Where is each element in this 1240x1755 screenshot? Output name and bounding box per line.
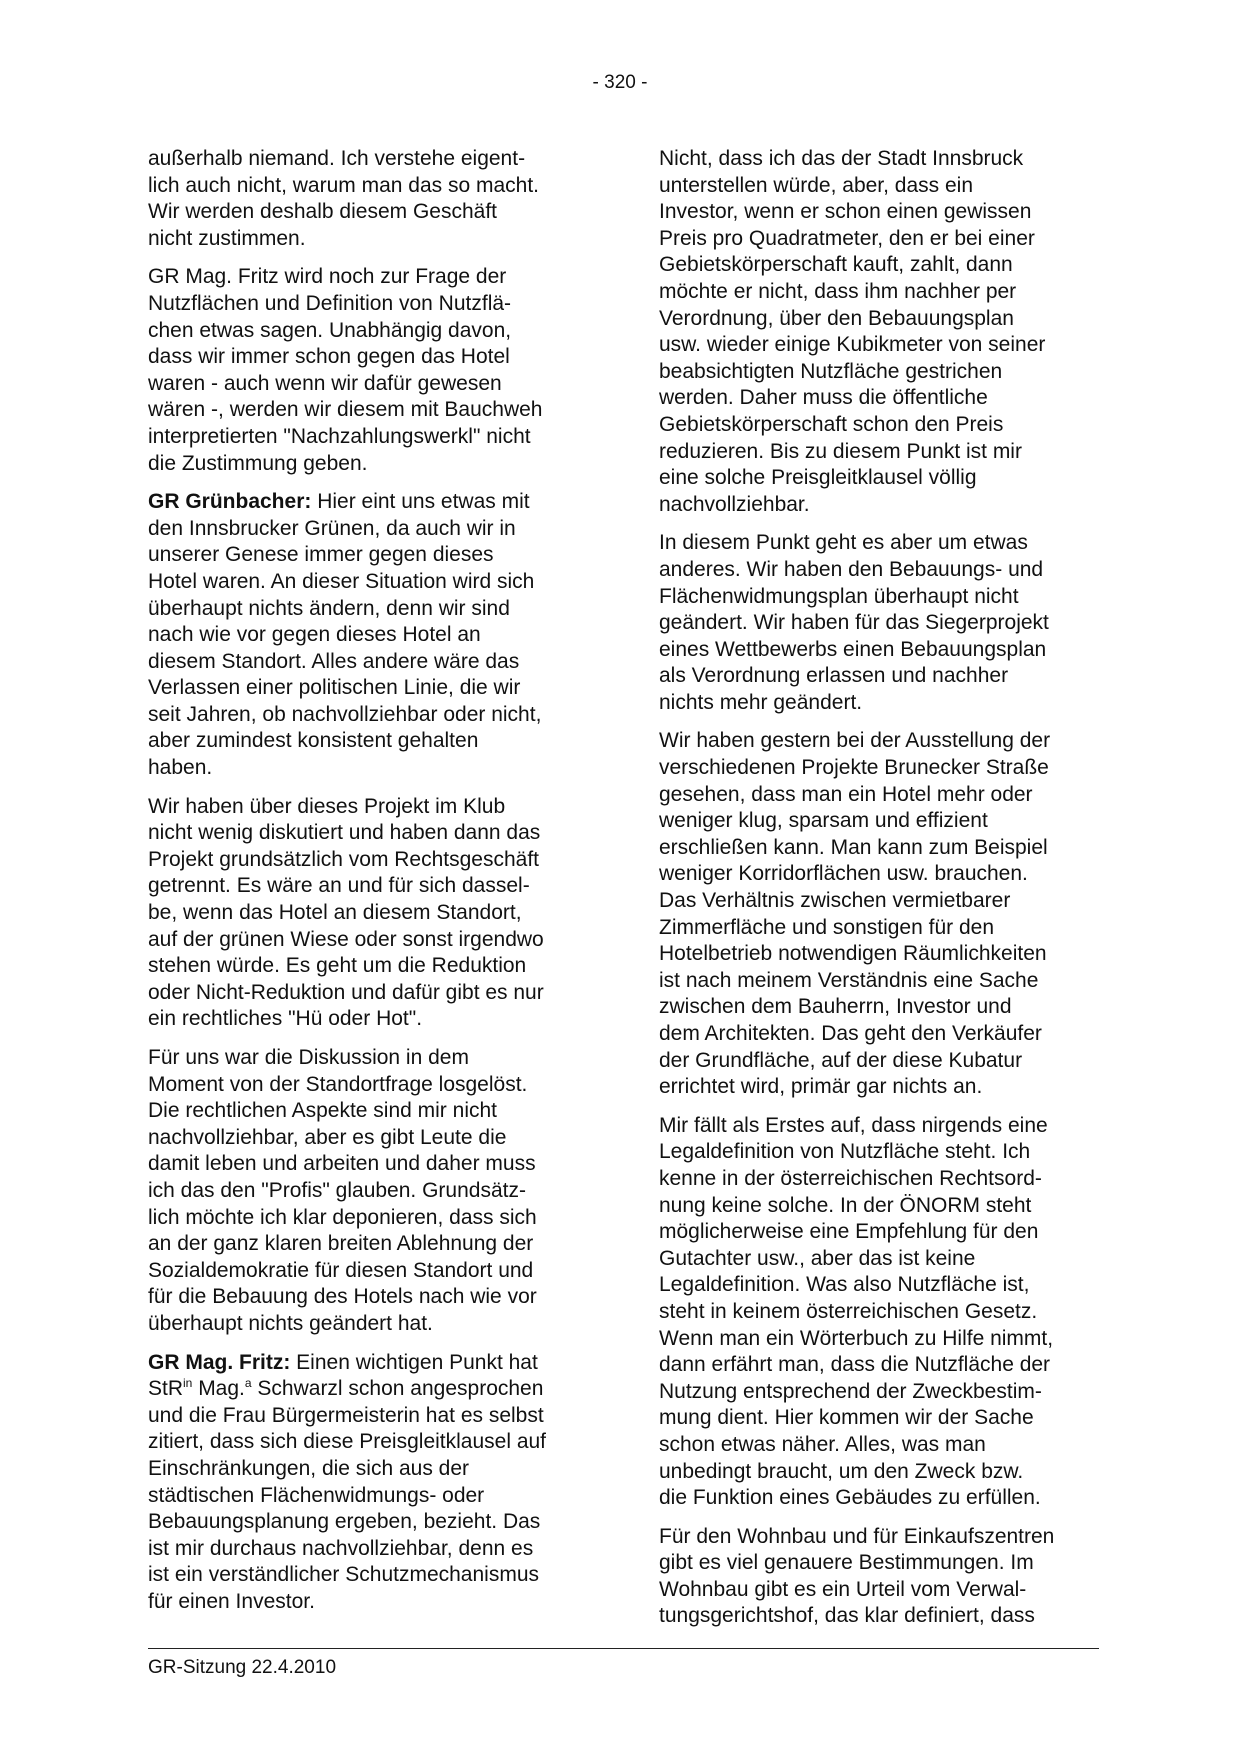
paragraph-second-line [148,1376,588,1403]
text-line: zitiert, dass sich diese Preisgleitklausel auf [148,1430,547,1454]
paragraph-lines [148,516,588,782]
text-line: Wohnbau gibt es ein Urteil vom Verwal- [659,1577,1027,1601]
paragraph-lines [148,1403,588,1616]
text-line: Zimmerfläche und sonstigen für den [659,915,995,939]
text-line: möglicherweise eine Empfehlung für den [659,1220,1039,1244]
text-line: chen etwas sagen. Unabhängig davon, [148,318,512,342]
text-line: städtischen Flächenwidmungs- oder [148,1483,485,1507]
paragraph-gr-mag-fritz [148,1350,588,1616]
text-line: möchte er nicht, dass ihm nachher per [659,279,1017,303]
paragraph-gr-gruenbacher [148,489,588,782]
text-line: In diesem Punkt geht es aber um etwas [659,531,1028,555]
paragraph [148,1045,588,1338]
text-line: Einschränkungen, die sich aus der [148,1456,470,1480]
text-line: Hotelbetrieb notwendigen Räumlichkeiten [659,942,1047,966]
footer-text: GR-Sitzung 22.4.2010 [148,1657,337,1678]
paragraph [659,1113,1099,1512]
text-line: seit Jahren, ob nachvollziehbar oder nicht, [148,702,542,726]
text-line: Investor, wenn er schon einen gewissen [659,200,1032,224]
text-line: diesem Standort. Alles andere wäre das [148,649,520,673]
text-line: nicht wenig diskutiert und haben dann das [148,821,541,845]
text-line: getrennt. Es wäre an und für sich dassel- [148,874,530,898]
text-line: werden. Daher muss die öffentliche [659,386,988,410]
text-line: und die Frau Bürgermeisterin hat es selbst [148,1403,544,1427]
paragraph [659,1524,1099,1630]
text-line: eines Wettbewerbs einen Bebauungsplan [659,637,1047,661]
text-line: GR Mag. Fritz wird noch zur Frage der [148,265,507,289]
speaker-name: GR Grünbacher: [148,490,312,514]
text-line: ein rechtliches "Hü oder Hot". [148,1007,423,1031]
text-line: den Innsbrucker Grünen, da auch wir in [148,516,516,540]
paragraph [148,146,588,252]
text-line: nachvollziehbar. [659,492,810,516]
text-line: der Grundfläche, auf der diese Kubatur [659,1048,1023,1072]
footer-divider [148,1648,1099,1649]
text-line: Wir haben über dieses Projekt im Klub [148,794,506,818]
text-line: oder Nicht-Reduktion und dafür gibt es nur [148,980,544,1004]
text-line: ist ein verständlicher Schutzmechanismus [148,1563,540,1587]
text-line: zwischen dem Bauherrn, Investor und [659,995,1012,1019]
text-line: mung dient. Hier kommen wir der Sache [659,1406,1034,1430]
text-line: Sozialdemokratie für diesen Standort und [148,1258,534,1282]
text-line: be, wenn das Hotel an diesem Standort, [148,901,522,925]
right-column [659,146,1099,1642]
text-line: Wir haben gestern bei der Ausstellung der [659,729,1051,753]
text-line: Flächenwidmungsplan überhaupt nicht [659,584,1019,608]
text-line: unbedingt braucht, um den Zweck bzw. [659,1459,1024,1483]
text-line: Gebietskörperschaft kauft, zahlt, dann [659,253,1013,277]
text-line: Für den Wohnbau und für Einkaufszentren [659,1524,1055,1548]
text-line: tungsgerichtshof, das klar definiert, dass [659,1604,1035,1628]
text-line: Mir fällt als Erstes auf, dass nirgends eine [659,1113,1048,1137]
text-run: Hier eint uns etwas mit [311,490,530,514]
text-line: stehen würde. Es geht um die Reduktion [148,954,527,978]
paragraph [148,264,588,477]
text-line: nach wie vor gegen dieses Hotel an [148,623,481,647]
paragraph-first-line [148,489,588,516]
text-run: Einen wichtigen Punkt hat [290,1350,538,1374]
text-line: Preis pro Quadratmeter, den er bei einer [659,226,1035,250]
text-line: haben. [148,756,213,780]
text-line: für einen Investor. [148,1589,315,1613]
text-run: StR [148,1377,184,1401]
text-run: Mag. [192,1377,245,1401]
text-line: Nutzflächen und Definition von Nutzflä- [148,291,512,315]
text-line: Legaldefinition. Was also Nutzfläche ist, [659,1273,1030,1297]
text-line: geändert. Wir haben für das Siegerprojekt [659,611,1049,635]
text-line: Für uns war die Diskussion in dem [148,1046,469,1069]
text-line: Nicht, dass ich das der Stadt Innsbruck [659,147,1024,170]
paragraph [659,728,1099,1100]
superscript: a [244,1376,252,1391]
text-line: interpretierten "Nachzahlungswerkl" nicht [148,424,531,448]
paragraph [659,146,1099,518]
page-number: - 320 - [592,72,648,93]
text-line: ich das den "Profis" glauben. Grundsätz- [148,1178,526,1202]
text-line: die Funktion eines Gebäudes zu erfüllen. [659,1486,1041,1510]
text-line: weniger Korridorflächen usw. brauchen. [659,862,1028,886]
text-line: damit leben und arbeiten und daher muss [148,1152,536,1176]
text-line: steht in keinem österreichischen Gesetz. [659,1299,1038,1323]
text-line: reduzieren. Bis zu diesem Punkt ist mir [659,439,1022,463]
text-line: erschließen kann. Man kann zum Beispiel [659,835,1048,859]
text-line: Legaldefinition von Nutzfläche steht. Ich [659,1140,1031,1164]
text-line: usw. wieder einige Kubikmeter von seiner [659,333,1046,357]
paragraph [148,794,588,1033]
text-line: überhaupt nichts geändert hat. [148,1311,433,1335]
text-line: Wir werden deshalb diesem Geschäft [148,200,497,224]
text-line: schon etwas näher. Alles, was man [659,1432,986,1456]
text-line: nicht zustimmen. [148,226,306,250]
text-line: Bebauungsplanung ergeben, bezieht. Das [148,1510,541,1534]
text-line: weniger klug, sparsam und effizient [659,809,988,833]
text-line: Moment von der Standortfrage losgelöst. [148,1072,528,1096]
text-line: außerhalb niemand. Ich verstehe eigent- [148,147,526,170]
text-line: Gutachter usw., aber das ist keine [659,1246,976,1270]
text-line: Gebietskörperschaft schon den Preis [659,412,1004,436]
text-line: lich möchte ich klar deponieren, dass sich [148,1205,537,1229]
text-line: ist nach meinem Verständnis eine Sache [659,968,1039,992]
text-line: nachvollziehbar, aber es gibt Leute die [148,1125,507,1149]
text-line: die Zustimmung geben. [148,451,368,475]
text-line: waren - auch wenn wir dafür gewesen [148,371,502,395]
text-line: lich auch nicht, warum man das so macht. [148,173,540,197]
left-column [148,146,588,1627]
text-line: aber zumindest konsistent gehalten [148,729,479,753]
text-line: Wenn man ein Wörterbuch zu Hilfe nimmt, [659,1326,1054,1350]
text-line: Die rechtlichen Aspekte sind mir nicht [148,1099,497,1123]
text-line: dass wir immer schon gegen das Hotel [148,345,510,369]
text-line: wären -, werden wir diesem mit Bauchweh [148,398,543,422]
text-line: unterstellen würde, aber, dass ein [659,173,974,197]
text-line: Projekt grundsätzlich vom Rechtsgeschäft [148,847,540,871]
text-line: nichts mehr geändert. [659,690,863,714]
text-line: anderes. Wir haben den Bebauungs- und [659,557,1044,581]
text-line: Verordnung, über den Bebauungsplan [659,306,1014,330]
text-line: unserer Genese immer gegen dieses [148,543,494,567]
text-line: als Verordnung erlassen und nachher [659,664,1009,688]
text-line: verschiedenen Projekte Brunecker Straße [659,756,1049,780]
paragraph-first-line [148,1350,588,1377]
text-line: eine solche Preisgleitklausel völlig [659,466,977,490]
text-line: ist mir durchaus nachvollziehbar, denn es [148,1536,534,1560]
text-line: gibt es viel genauere Bestimmungen. Im [659,1551,1034,1575]
superscript: in [183,1376,193,1391]
text-line: gesehen, dass man ein Hotel mehr oder [659,782,1033,806]
paragraph [659,530,1099,716]
text-line: errichtet wird, primär gar nichts an. [659,1075,983,1099]
text-line: überhaupt nichts ändern, denn wir sind [148,596,510,620]
text-line: dann erfährt man, dass die Nutzfläche der [659,1353,1051,1377]
text-line: nung keine solche. In der ÖNORM steht [659,1193,1032,1217]
text-line: Hotel waren. An dieser Situation wird sich [148,569,535,593]
text-line: auf der grünen Wiese oder sonst irgendwo [148,927,544,951]
text-run: Schwarzl schon angesprochen [251,1377,544,1401]
text-line: dem Architekten. Das geht den Verkäufer [659,1022,1042,1045]
text-line: Das Verhältnis zwischen vermietbarer [659,889,1011,913]
text-line: Verlassen einer politischen Linie, die wir [148,676,521,700]
text-line: für die Bebauung des Hotels nach wie vor [148,1285,537,1309]
speaker-name: GR Mag. Fritz: [148,1350,291,1374]
text-line: beabsichtigten Nutzfläche gestrichen [659,359,1003,383]
text-line: kenne in der österreichischen Rechtsord- [659,1166,1042,1190]
text-line: an der ganz klaren breiten Ablehnung der [148,1232,534,1256]
text-line: Nutzung entsprechend der Zweckbestim- [659,1379,1042,1403]
